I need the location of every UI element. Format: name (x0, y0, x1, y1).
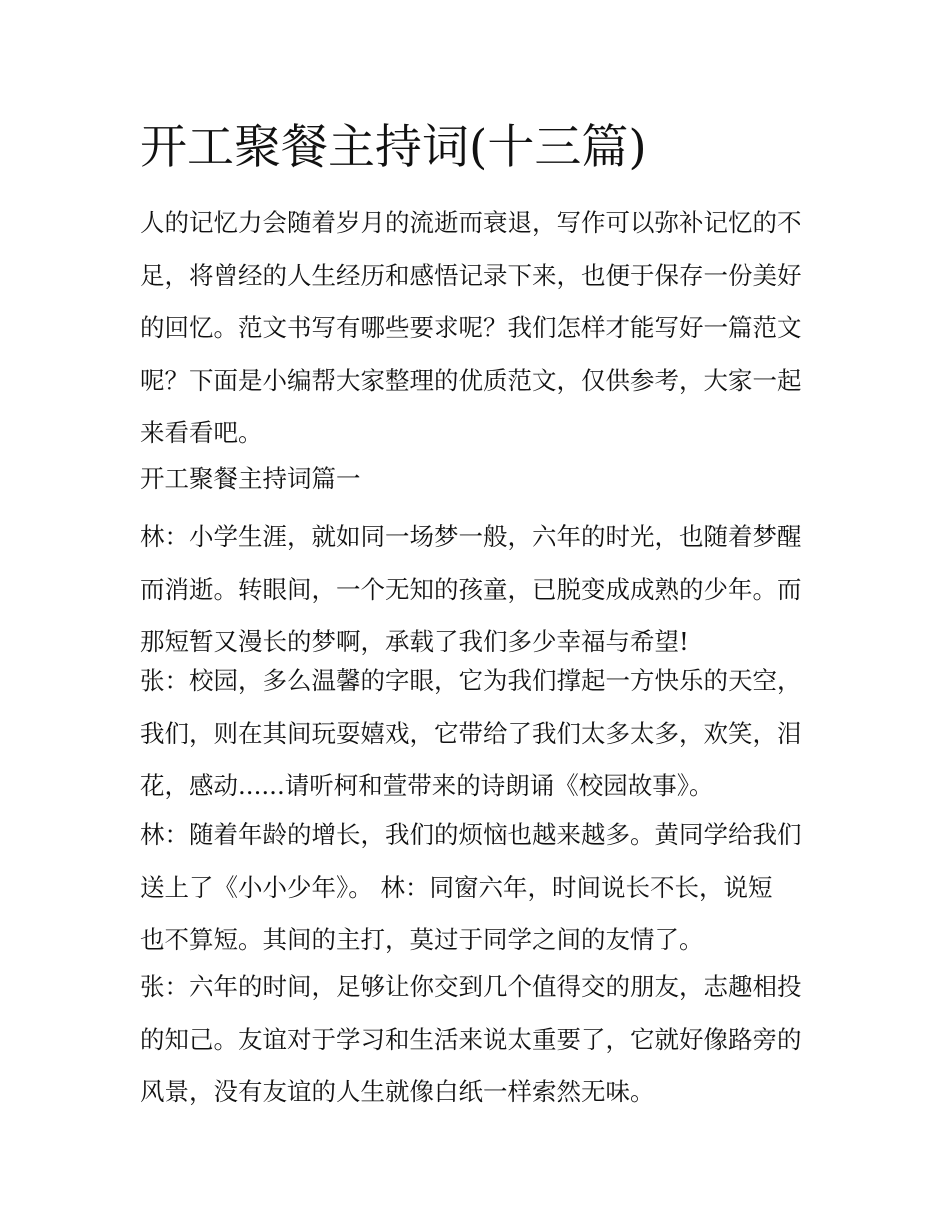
intro-line: 人的记忆力会随着岁月的流逝而衰退，写作可以弥补记忆的不 (140, 208, 802, 237)
intro-line: 的回忆。范文书写有哪些要求呢？我们怎样才能写好一篇范文 (140, 313, 802, 342)
dialogue-paragraph (140, 655, 820, 813)
paragraph-line: 送上了《小小少年》。 林：同窗六年，时间说长不长，说短 (140, 872, 773, 902)
page-title: 开工聚餐主持词(十三篇) (140, 120, 647, 175)
paragraph-line: 我们，则在其间玩耍嬉戏，它带给了我们太多太多，欢笑，泪 (140, 718, 802, 748)
paragraph-line: 林：随着年龄的增长，我们的烦恼也越来越多。黄同学给我们 (140, 820, 802, 849)
paragraph-line: 而消逝。转眼间，一个无知的孩童，已脱变成成熟的少年。而 (140, 574, 802, 604)
paragraph-line: 也不算短。其间的主打，莫过于同学之间的友情了。 (140, 925, 704, 954)
paragraph-line: 的知己。友谊对于学习和生活来说太重要了，它就好像路旁的 (140, 1024, 802, 1054)
paragraph-line: 张：六年的时间，足够让你交到几个值得交的朋友，志趣相投 (140, 972, 802, 1001)
paragraph-line: 花，感动......请听柯和萱带来的诗朗诵《校园故事》。 (140, 771, 714, 800)
intro-line: 呢？下面是小编帮大家整理的优质范文，仅供参考，大家一起 (140, 365, 802, 395)
paragraph-line: 张：校园，多么温馨的字眼，它为我们撑起一方快乐的天空， (140, 666, 802, 695)
intro-line: 足，将曾经的人生经历和感悟记录下来，也便于保存一份美好 (140, 260, 802, 290)
paragraph-line: 风景，没有友谊的人生就像白纸一样索然无味。 (140, 1077, 655, 1106)
dialogue-paragraph (140, 961, 820, 1119)
paragraph-line: 那短暂又漫长的梦啊，承载了我们多少幸福与希望! (140, 627, 689, 656)
paragraph-line: 林：小学生涯，就如同一场梦一般，六年的时光，也随着梦醒 (140, 522, 802, 551)
dialogue-paragraph (140, 511, 820, 669)
dialogue-paragraph (140, 809, 820, 967)
section-heading: 开工聚餐主持词篇一 (140, 464, 361, 493)
intro-paragraph (140, 197, 820, 460)
intro-line: 来看看吧。 (140, 418, 263, 447)
